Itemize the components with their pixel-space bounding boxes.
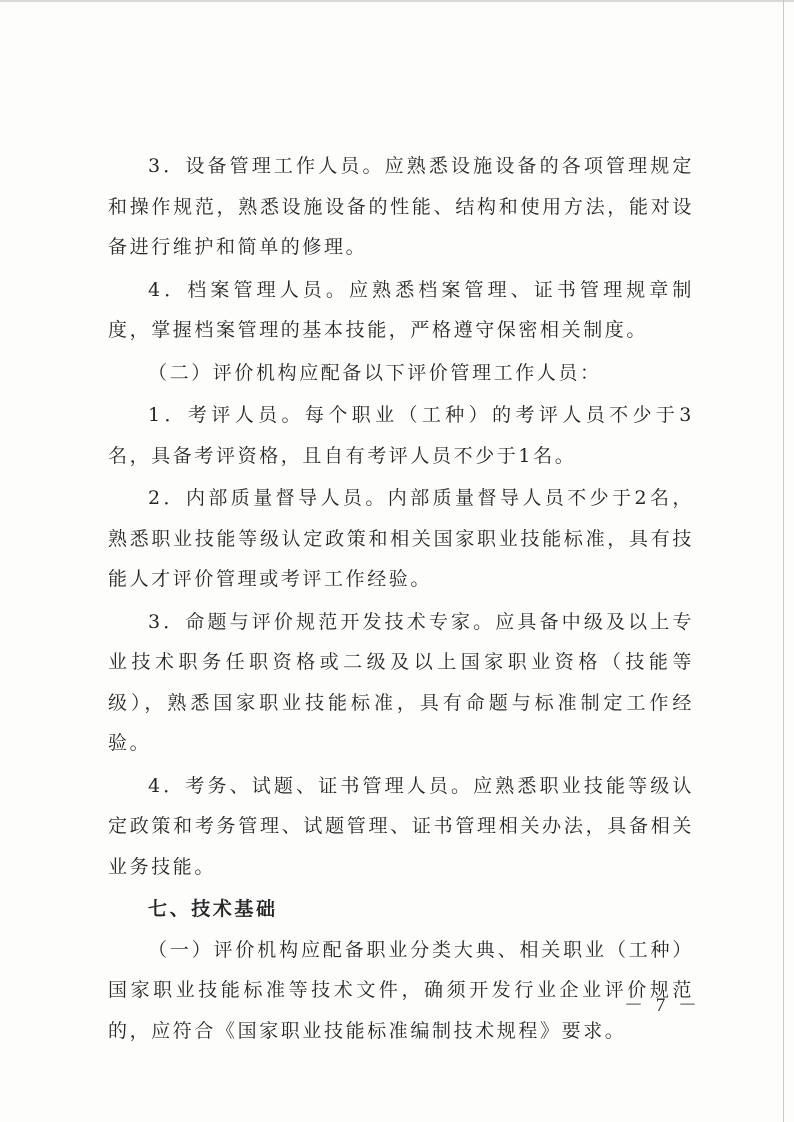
scan-right-edge (783, 0, 784, 1122)
paragraph-technical-documents: （一）评价机构应配备职业分类大典、相关职业（工种）国家职业技能标准等技术文件，确须开发行业企业评价规范的，应符合《国家职业技能标准编制技术规程》要求。 (108, 938, 694, 1042)
paragraph-exam-affairs-staff: 4．考务、试题、证书管理人员。应熟悉职业技能等级认定政策和考务管理、试题管理、证书管理相关办法，具备相关业务技能。 (108, 774, 694, 878)
paragraph-technical-experts: 3．命题与评价规范开发技术专家。应具备中级及以上专业技术职务任职资格或二级及以上国家职业资格（技能等级），熟悉国家职业技能标准，具有命题与标准制定工作经验。 (108, 610, 694, 754)
scan-top-edge (0, 0, 794, 2)
paragraph-assessors: 1．考评人员。每个职业（工种）的考评人员不少于3名，具备考评资格，且自有考评人员不少于1名。 (108, 404, 694, 467)
paragraph-section-two-intro: （二）评价机构应配备以下评价管理工作人员： (148, 361, 602, 384)
document-body (108, 146, 694, 1053)
paragraph-quality-supervisors: 2．内部质量督导人员。内部质量督导人员不少于2名，熟悉职业技能等级认定政策和相关国家职业技能标准，具有技能人才评价管理或考评工作经验。 (108, 487, 694, 590)
section-heading-technical-basis: 七、技术基础 (148, 898, 278, 920)
paragraph-equipment-staff: 3．设备管理工作人员。应熟悉设施设备的各项管理规定和操作规范，熟悉设施设备的性能、结构和使用方法，能对设备进行维护和简单的修理。 (108, 155, 694, 258)
page-number: － 7 － (624, 995, 702, 1016)
paragraph-archive-staff: 4．档案管理人员。应熟悉档案管理、证书管理规章制度，掌握档案管理的基本技能，严格遵守保密相关制度。 (108, 278, 694, 341)
